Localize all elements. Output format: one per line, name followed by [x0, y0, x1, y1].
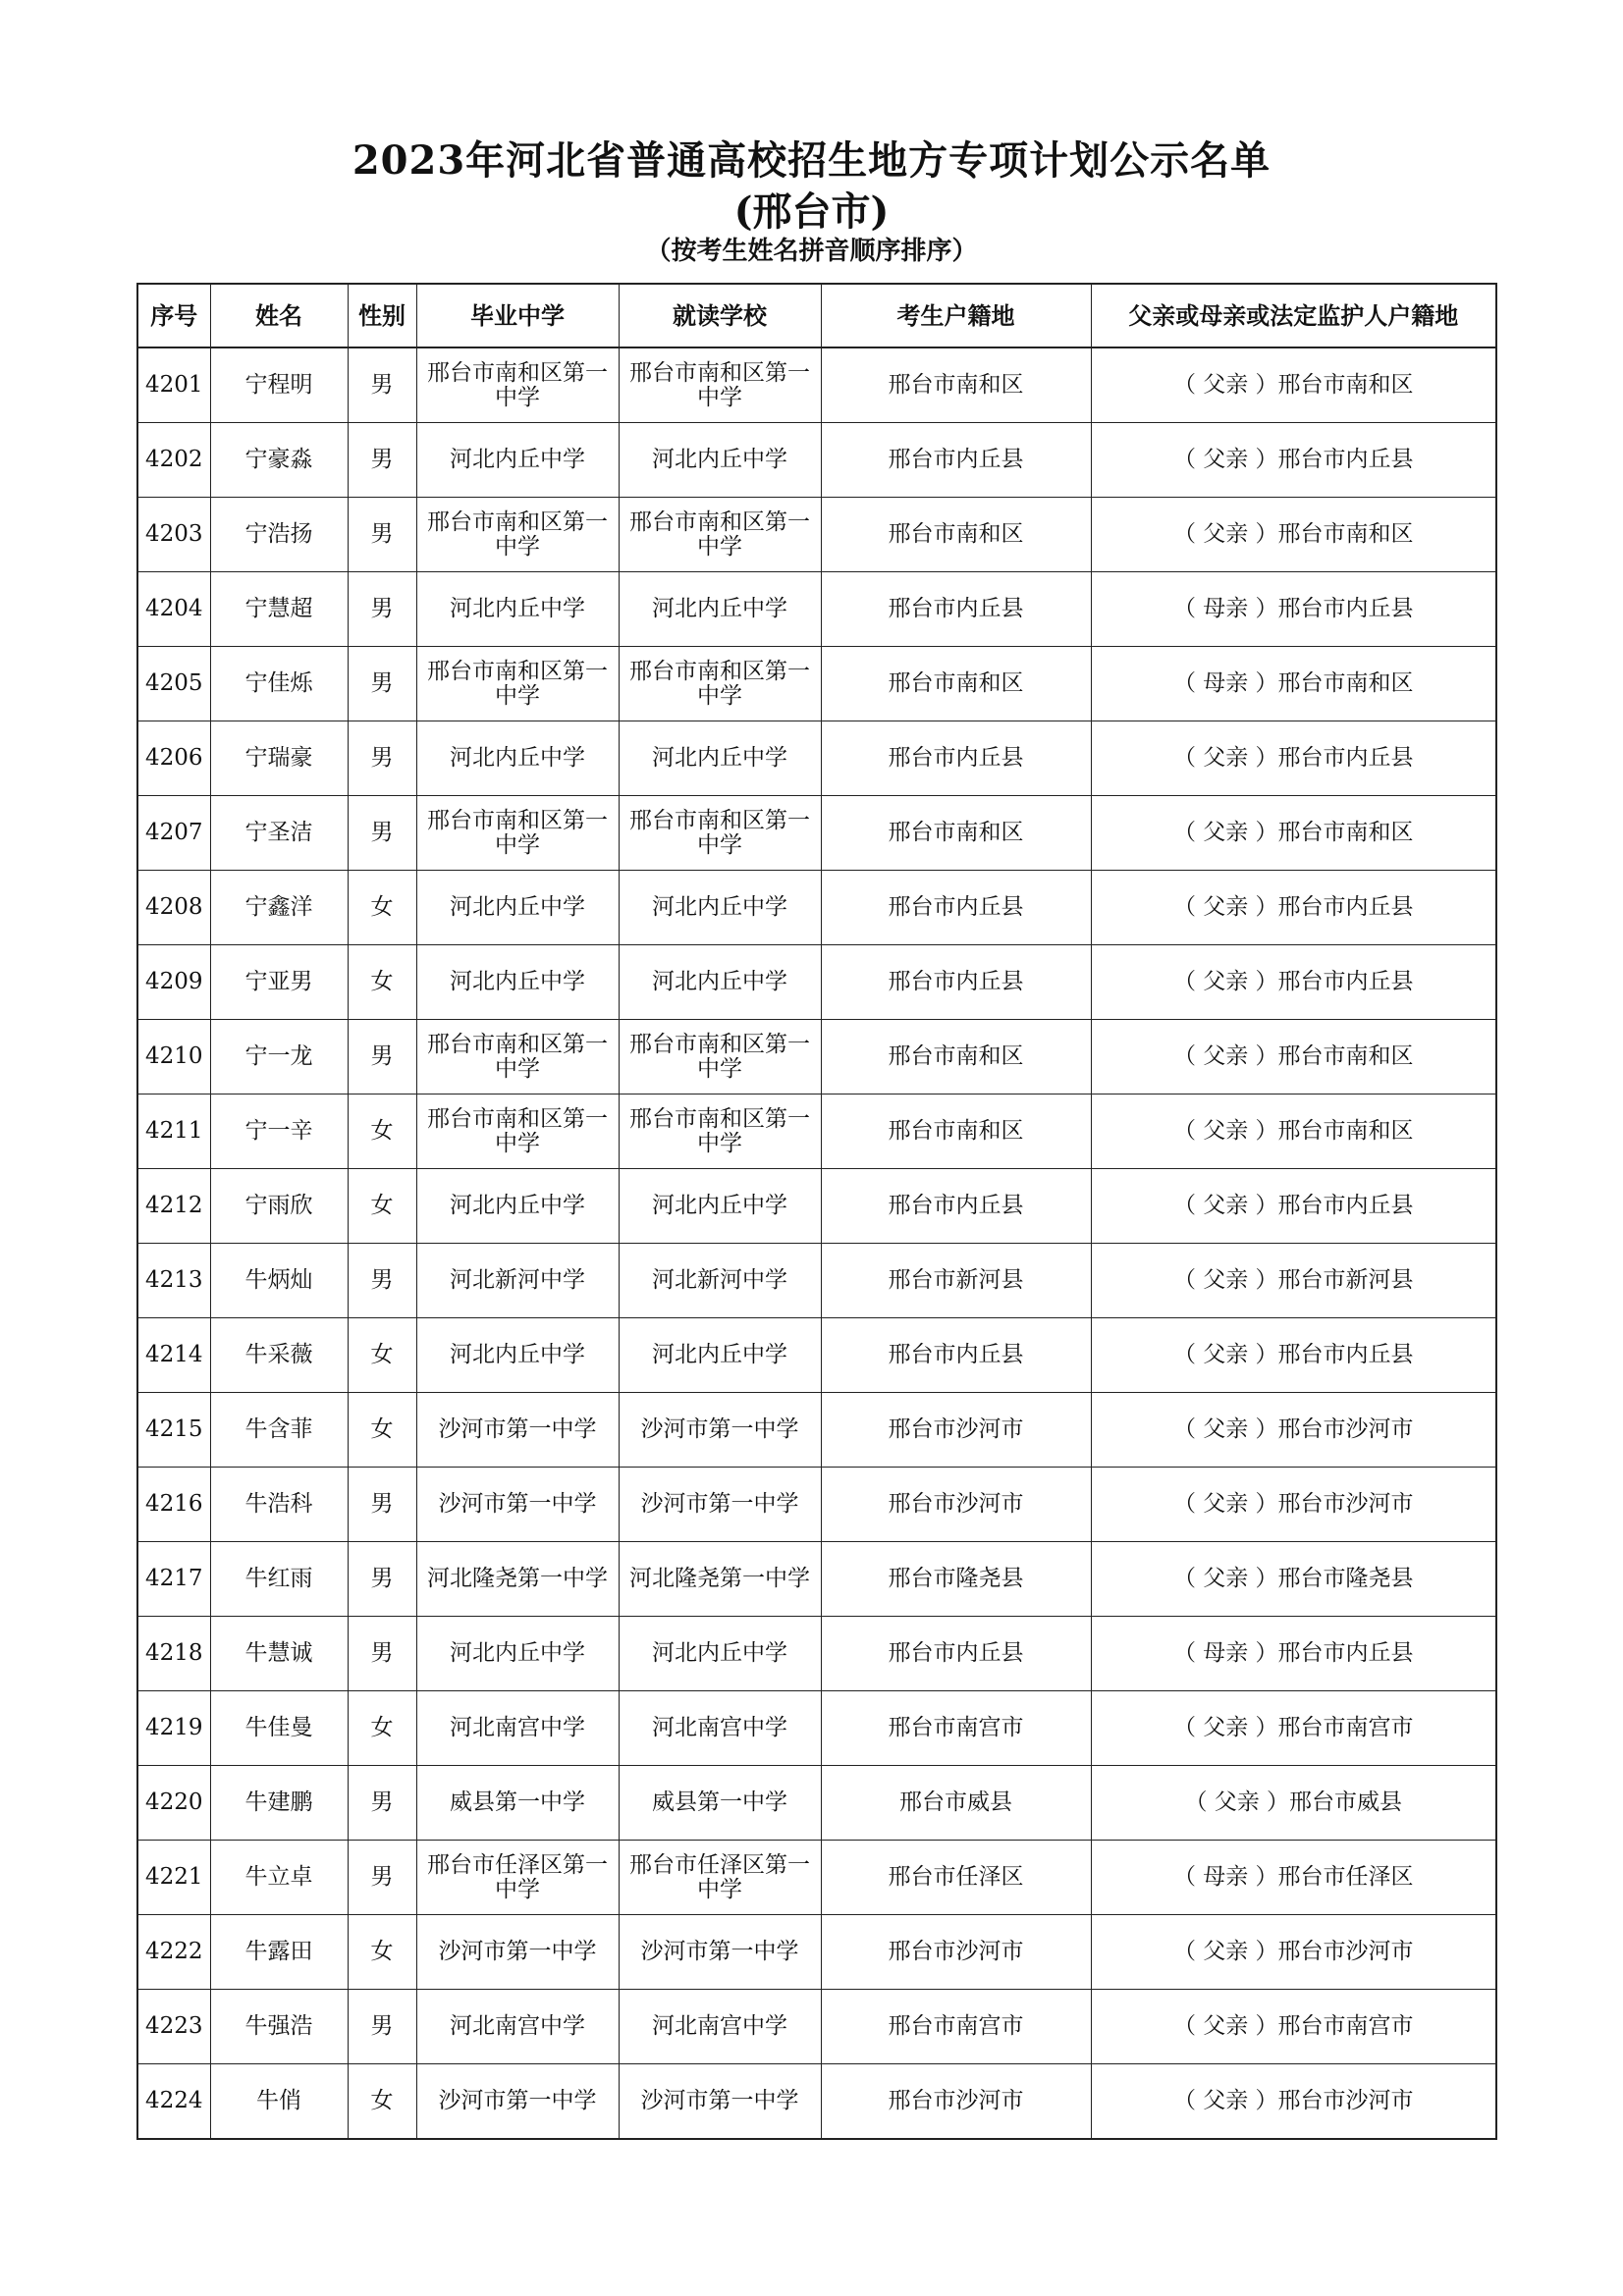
- cell-sex: 男: [348, 1617, 416, 1691]
- cell-sex: 女: [348, 1169, 416, 1244]
- table-row: [137, 1766, 1496, 1841]
- cell-hukou: 邢台市内丘县: [821, 945, 1091, 1020]
- cell-seq: 4204: [137, 572, 210, 647]
- cell-current-school: 邢台市南和区第一中学: [619, 647, 821, 721]
- cell-seq: 4209: [137, 945, 210, 1020]
- cell-parent-hukou: （ 父亲 ）邢台市南和区: [1091, 498, 1496, 572]
- cell-name: 宁鑫洋: [210, 871, 348, 945]
- cell-current-school: 河北内丘中学: [619, 1617, 821, 1691]
- cell-parent-hukou: （ 父亲 ）邢台市内丘县: [1091, 945, 1496, 1020]
- cell-hukou: 邢台市南宫市: [821, 1990, 1091, 2064]
- cell-sex: 女: [348, 1691, 416, 1766]
- cell-hukou: 邢台市南和区: [821, 347, 1091, 423]
- cell-name: 牛炳灿: [210, 1244, 348, 1318]
- cell-name: 宁慧超: [210, 572, 348, 647]
- page-title: 2023年河北省普通高校招生地方专项计划公示名单: [352, 137, 1271, 184]
- cell-parent-hukou: （ 父亲 ）邢台市内丘县: [1091, 1318, 1496, 1393]
- cell-name: 牛慧诚: [210, 1617, 348, 1691]
- cell-grad-school: 沙河市第一中学: [416, 1393, 619, 1468]
- cell-hukou: 邢台市南宫市: [821, 1691, 1091, 1766]
- cell-seq: 4220: [137, 1766, 210, 1841]
- cell-seq: 4215: [137, 1393, 210, 1468]
- cell-grad-school: 河北内丘中学: [416, 1318, 619, 1393]
- cell-hukou: 邢台市南和区: [821, 1020, 1091, 1095]
- cell-current-school: 河北内丘中学: [619, 721, 821, 796]
- cell-sex: 男: [348, 1990, 416, 2064]
- cell-sex: 男: [348, 1244, 416, 1318]
- cell-parent-hukou: （ 母亲 ）邢台市南和区: [1091, 647, 1496, 721]
- cell-name: 牛红雨: [210, 1542, 348, 1617]
- roster-table: [136, 283, 1497, 2140]
- cell-name: 宁亚男: [210, 945, 348, 1020]
- cell-parent-hukou: （ 父亲 ）邢台市内丘县: [1091, 423, 1496, 498]
- cell-seq: 4218: [137, 1617, 210, 1691]
- cell-parent-hukou: （ 父亲 ）邢台市南和区: [1091, 347, 1496, 423]
- cell-seq: 4202: [137, 423, 210, 498]
- table-row: [137, 1095, 1496, 1169]
- table-row: [137, 1990, 1496, 2064]
- table-row: [137, 1691, 1496, 1766]
- cell-hukou: 邢台市南和区: [821, 1095, 1091, 1169]
- cell-hukou: 邢台市南和区: [821, 647, 1091, 721]
- cell-hukou: 邢台市任泽区: [821, 1841, 1091, 1915]
- cell-sex: 女: [348, 1915, 416, 1990]
- cell-current-school: 河北南宫中学: [619, 1691, 821, 1766]
- table-row: [137, 647, 1496, 721]
- cell-sex: 男: [348, 572, 416, 647]
- table-row: [137, 572, 1496, 647]
- cell-current-school: 邢台市南和区第一中学: [619, 796, 821, 871]
- cell-seq: 4217: [137, 1542, 210, 1617]
- cell-name: 牛立卓: [210, 1841, 348, 1915]
- cell-sex: 男: [348, 721, 416, 796]
- cell-current-school: 邢台市南和区第一中学: [619, 1095, 821, 1169]
- cell-sex: 女: [348, 871, 416, 945]
- cell-grad-school: 邢台市任泽区第一中学: [416, 1841, 619, 1915]
- table-row: [137, 2064, 1496, 2140]
- cell-sex: 男: [348, 347, 416, 423]
- column-header-parent-hukou: 父亲或母亲或法定监护人户籍地: [1091, 284, 1496, 347]
- cell-current-school: 河北隆尧第一中学: [619, 1542, 821, 1617]
- cell-sex: 男: [348, 498, 416, 572]
- cell-sex: 女: [348, 1318, 416, 1393]
- cell-name: 宁圣洁: [210, 796, 348, 871]
- table-row: [137, 945, 1496, 1020]
- cell-grad-school: 河北内丘中学: [416, 423, 619, 498]
- table-row: [137, 498, 1496, 572]
- cell-parent-hukou: （ 父亲 ）邢台市南宫市: [1091, 1691, 1496, 1766]
- cell-current-school: 沙河市第一中学: [619, 1915, 821, 1990]
- cell-grad-school: 河北内丘中学: [416, 871, 619, 945]
- cell-hukou: 邢台市南和区: [821, 796, 1091, 871]
- cell-grad-school: 河北内丘中学: [416, 945, 619, 1020]
- cell-current-school: 沙河市第一中学: [619, 1468, 821, 1542]
- cell-name: 宁豪淼: [210, 423, 348, 498]
- cell-seq: 4212: [137, 1169, 210, 1244]
- cell-current-school: 河北内丘中学: [619, 1169, 821, 1244]
- cell-seq: 4205: [137, 647, 210, 721]
- cell-grad-school: 邢台市南和区第一中学: [416, 1095, 619, 1169]
- cell-seq: 4216: [137, 1468, 210, 1542]
- table-row: [137, 721, 1496, 796]
- cell-hukou: 邢台市内丘县: [821, 1318, 1091, 1393]
- cell-seq: 4203: [137, 498, 210, 572]
- table-row: [137, 1020, 1496, 1095]
- cell-name: 宁佳烁: [210, 647, 348, 721]
- cell-sex: 男: [348, 1841, 416, 1915]
- table-row: [137, 1169, 1496, 1244]
- cell-parent-hukou: （ 父亲 ）邢台市内丘县: [1091, 721, 1496, 796]
- cell-hukou: 邢台市威县: [821, 1766, 1091, 1841]
- cell-hukou: 邢台市沙河市: [821, 1915, 1091, 1990]
- cell-parent-hukou: （ 父亲 ）邢台市沙河市: [1091, 2064, 1496, 2140]
- cell-parent-hukou: （ 父亲 ）邢台市内丘县: [1091, 871, 1496, 945]
- table-row: [137, 423, 1496, 498]
- cell-hukou: 邢台市内丘县: [821, 1617, 1091, 1691]
- cell-grad-school: 威县第一中学: [416, 1766, 619, 1841]
- cell-hukou: 邢台市隆尧县: [821, 1542, 1091, 1617]
- cell-sex: 男: [348, 423, 416, 498]
- cell-current-school: 邢台市南和区第一中学: [619, 347, 821, 423]
- cell-name: 牛佳曼: [210, 1691, 348, 1766]
- cell-hukou: 邢台市南和区: [821, 498, 1091, 572]
- cell-name: 牛强浩: [210, 1990, 348, 2064]
- cell-seq: 4223: [137, 1990, 210, 2064]
- column-header-hukou: 考生户籍地: [821, 284, 1091, 347]
- cell-hukou: 邢台市内丘县: [821, 721, 1091, 796]
- cell-seq: 4206: [137, 721, 210, 796]
- cell-hukou: 邢台市新河县: [821, 1244, 1091, 1318]
- cell-seq: 4221: [137, 1841, 210, 1915]
- cell-parent-hukou: （ 父亲 ）邢台市隆尧县: [1091, 1542, 1496, 1617]
- column-header-current-school: 就读学校: [619, 284, 821, 347]
- cell-seq: 4214: [137, 1318, 210, 1393]
- column-header-name: 姓名: [210, 284, 348, 347]
- cell-sex: 男: [348, 1542, 416, 1617]
- cell-grad-school: 河北南宫中学: [416, 1691, 619, 1766]
- cell-parent-hukou: （ 父亲 ）邢台市新河县: [1091, 1244, 1496, 1318]
- cell-current-school: 河北内丘中学: [619, 1318, 821, 1393]
- cell-parent-hukou: （ 父亲 ）邢台市南和区: [1091, 1095, 1496, 1169]
- cell-hukou: 邢台市内丘县: [821, 423, 1091, 498]
- cell-current-school: 邢台市南和区第一中学: [619, 498, 821, 572]
- cell-grad-school: 邢台市南和区第一中学: [416, 796, 619, 871]
- cell-parent-hukou: （ 父亲 ）邢台市威县: [1091, 1766, 1496, 1841]
- cell-sex: 男: [348, 1020, 416, 1095]
- table-row: [137, 1393, 1496, 1468]
- cell-name: 牛浩科: [210, 1468, 348, 1542]
- cell-hukou: 邢台市沙河市: [821, 1393, 1091, 1468]
- cell-grad-school: 河北南宫中学: [416, 1990, 619, 2064]
- cell-current-school: 邢台市任泽区第一中学: [619, 1841, 821, 1915]
- cell-current-school: 河北南宫中学: [619, 1990, 821, 2064]
- cell-seq: 4213: [137, 1244, 210, 1318]
- sort-note: （按考生姓名拼音顺序排序）: [645, 237, 978, 266]
- cell-name: 牛露田: [210, 1915, 348, 1990]
- table-row: [137, 1915, 1496, 1990]
- cell-parent-hukou: （ 母亲 ）邢台市内丘县: [1091, 1617, 1496, 1691]
- cell-hukou: 邢台市内丘县: [821, 1169, 1091, 1244]
- cell-name: 牛俏: [210, 2064, 348, 2140]
- table-row: [137, 1617, 1496, 1691]
- cell-name: 宁一龙: [210, 1020, 348, 1095]
- cell-name: 牛含菲: [210, 1393, 348, 1468]
- table-row: [137, 871, 1496, 945]
- cell-grad-school: 沙河市第一中学: [416, 1915, 619, 1990]
- cell-parent-hukou: （ 母亲 ）邢台市任泽区: [1091, 1841, 1496, 1915]
- cell-parent-hukou: （ 父亲 ）邢台市内丘县: [1091, 1169, 1496, 1244]
- table-row: [137, 796, 1496, 871]
- cell-parent-hukou: （ 父亲 ）邢台市沙河市: [1091, 1393, 1496, 1468]
- cell-sex: 男: [348, 796, 416, 871]
- cell-grad-school: 河北隆尧第一中学: [416, 1542, 619, 1617]
- cell-grad-school: 沙河市第一中学: [416, 2064, 619, 2140]
- cell-grad-school: 河北内丘中学: [416, 721, 619, 796]
- cell-current-school: 河北内丘中学: [619, 945, 821, 1020]
- table-row: [137, 1542, 1496, 1617]
- cell-name: 牛建鹏: [210, 1766, 348, 1841]
- cell-parent-hukou: （ 父亲 ）邢台市沙河市: [1091, 1468, 1496, 1542]
- cell-parent-hukou: （ 父亲 ）邢台市沙河市: [1091, 1915, 1496, 1990]
- cell-sex: 女: [348, 1095, 416, 1169]
- cell-grad-school: 河北内丘中学: [416, 1169, 619, 1244]
- cell-hukou: 邢台市内丘县: [821, 572, 1091, 647]
- cell-hukou: 邢台市沙河市: [821, 1468, 1091, 1542]
- cell-current-school: 河北内丘中学: [619, 572, 821, 647]
- cell-grad-school: 沙河市第一中学: [416, 1468, 619, 1542]
- cell-grad-school: 河北新河中学: [416, 1244, 619, 1318]
- cell-grad-school: 邢台市南和区第一中学: [416, 498, 619, 572]
- cell-name: 宁程明: [210, 347, 348, 423]
- cell-name: 宁一辛: [210, 1095, 348, 1169]
- cell-parent-hukou: （ 母亲 ）邢台市内丘县: [1091, 572, 1496, 647]
- cell-grad-school: 邢台市南和区第一中学: [416, 347, 619, 423]
- table-header-row: [137, 284, 1496, 347]
- cell-grad-school: 邢台市南和区第一中学: [416, 647, 619, 721]
- cell-parent-hukou: （ 父亲 ）邢台市南和区: [1091, 1020, 1496, 1095]
- cell-current-school: 邢台市南和区第一中学: [619, 1020, 821, 1095]
- cell-seq: 4210: [137, 1020, 210, 1095]
- cell-current-school: 河北内丘中学: [619, 871, 821, 945]
- cell-seq: 4207: [137, 796, 210, 871]
- cell-current-school: 河北新河中学: [619, 1244, 821, 1318]
- cell-name: 宁雨欣: [210, 1169, 348, 1244]
- cell-grad-school: 邢台市南和区第一中学: [416, 1020, 619, 1095]
- cell-parent-hukou: （ 父亲 ）邢台市南宫市: [1091, 1990, 1496, 2064]
- cell-current-school: 威县第一中学: [619, 1766, 821, 1841]
- cell-sex: 女: [348, 2064, 416, 2140]
- cell-hukou: 邢台市内丘县: [821, 871, 1091, 945]
- cell-sex: 女: [348, 945, 416, 1020]
- cell-current-school: 河北内丘中学: [619, 423, 821, 498]
- table-row: [137, 1468, 1496, 1542]
- cell-grad-school: 河北内丘中学: [416, 572, 619, 647]
- column-header-sex: 性别: [348, 284, 416, 347]
- cell-parent-hukou: （ 父亲 ）邢台市南和区: [1091, 796, 1496, 871]
- cell-seq: 4222: [137, 1915, 210, 1990]
- table-row: [137, 347, 1496, 423]
- cell-name: 牛采薇: [210, 1318, 348, 1393]
- cell-seq: 4211: [137, 1095, 210, 1169]
- column-header-seq: 序号: [137, 284, 210, 347]
- cell-grad-school: 河北内丘中学: [416, 1617, 619, 1691]
- table-row: [137, 1318, 1496, 1393]
- cell-seq: 4224: [137, 2064, 210, 2140]
- cell-name: 宁瑞豪: [210, 721, 348, 796]
- cell-sex: 男: [348, 647, 416, 721]
- cell-current-school: 沙河市第一中学: [619, 2064, 821, 2140]
- cell-seq: 4219: [137, 1691, 210, 1766]
- table-row: [137, 1841, 1496, 1915]
- cell-sex: 女: [348, 1393, 416, 1468]
- table-row: [137, 1244, 1496, 1318]
- cell-name: 宁浩扬: [210, 498, 348, 572]
- cell-seq: 4201: [137, 347, 210, 423]
- page-subtitle: (邢台市): [733, 188, 890, 235]
- cell-current-school: 沙河市第一中学: [619, 1393, 821, 1468]
- cell-seq: 4208: [137, 871, 210, 945]
- cell-sex: 男: [348, 1468, 416, 1542]
- column-header-grad-school: 毕业中学: [416, 284, 619, 347]
- cell-hukou: 邢台市沙河市: [821, 2064, 1091, 2140]
- cell-sex: 男: [348, 1766, 416, 1841]
